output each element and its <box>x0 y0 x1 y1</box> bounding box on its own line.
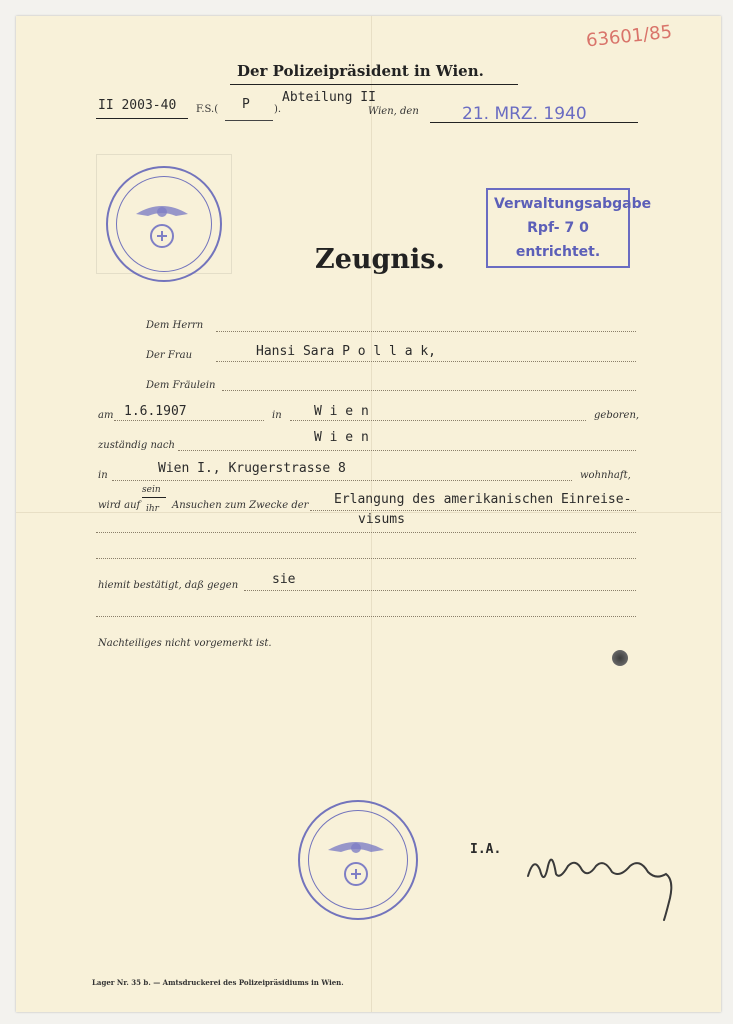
herrn-label: Dem Herrn <box>146 320 204 331</box>
gegen-line <box>244 590 636 591</box>
eagle-emblem-icon <box>298 800 414 916</box>
gegen-value: sie <box>272 572 296 587</box>
issuing-authority: Der Polizeipräsident in Wien. <box>237 62 484 80</box>
sein-label: sein <box>142 485 161 495</box>
birth-place: W i e n <box>314 404 369 419</box>
date-underline <box>430 122 638 123</box>
herrn-line <box>216 331 636 332</box>
handwritten-signature <box>524 836 684 926</box>
in2-label: in <box>98 470 108 481</box>
ink-blot <box>612 650 628 666</box>
blank-line <box>96 558 636 559</box>
am-label: am <box>98 410 114 421</box>
in-label: in <box>272 410 282 421</box>
file-number-underline <box>96 118 188 119</box>
fee-stamp-line1: Verwaltungsabgabe <box>494 196 652 212</box>
zustaendig-line <box>178 450 636 451</box>
eagle-emblem-icon <box>106 166 218 278</box>
address-line <box>112 480 572 481</box>
blank-line-2 <box>96 616 636 617</box>
zustaendig-label: zuständig nach <box>98 440 175 451</box>
fee-stamp <box>486 188 652 268</box>
header-underline <box>230 84 518 85</box>
printer-footer: Lager Nr. 35 b. — Amtsdruckerei des Polizeipräsidiums in Wien. <box>92 978 344 987</box>
fs-suffix: ). <box>274 104 282 115</box>
date-stamp: 21. MRZ. 1940 <box>462 104 587 124</box>
fs-value-line <box>225 120 273 121</box>
fee-stamp-line2: Rpf- 7 0 entrichtet. <box>515 220 601 260</box>
ansuchen-label: Ansuchen zum Zwecke der <box>172 500 309 511</box>
wohnhaft-label: wohnhaft, <box>580 470 631 481</box>
hiemit-label: hiemit bestätigt, daß gegen <box>98 580 239 591</box>
place-prefix: Wien, den <box>368 106 419 117</box>
geboren-label: geboren, <box>594 410 640 421</box>
nachteiliges-label: Nachteiliges nicht vorgemerkt ist. <box>98 638 272 649</box>
purpose-line2: visums <box>358 512 405 527</box>
ia-label: I.A. <box>470 842 502 857</box>
purpose-line1-rule <box>310 510 636 511</box>
fs-value: P <box>242 97 250 112</box>
archive-number: 63601/85 <box>585 21 674 52</box>
file-number: II 2003-40 <box>98 98 177 113</box>
frau-value: Hansi Sara P o l l a k, <box>256 344 437 359</box>
ihr-label: ihr <box>146 504 159 514</box>
fs-prefix: F.S.( <box>196 104 219 115</box>
birth-date-line <box>114 420 264 421</box>
seal-bottom <box>298 800 418 920</box>
purpose-line1: Erlangung des amerikanischen Einreise- <box>334 492 632 507</box>
seal-top <box>106 166 222 282</box>
sein-ihr-divider <box>142 497 166 498</box>
birth-date: 1.6.1907 <box>124 404 187 419</box>
purpose-line2-rule <box>96 532 636 533</box>
department: Abteilung II <box>282 90 376 105</box>
wird-auf-label: wird auf <box>98 500 141 511</box>
document-title: Zeugnis. <box>315 244 445 275</box>
zustaendig-value: W i e n <box>314 430 369 445</box>
fraeulein-label: Dem Fräulein <box>146 380 216 391</box>
fraeulein-line <box>222 390 636 391</box>
frau-line <box>216 361 636 362</box>
birth-place-line <box>290 420 586 421</box>
address: Wien I., Krugerstrasse 8 <box>158 461 346 476</box>
frau-label: Der Frau <box>146 350 193 361</box>
